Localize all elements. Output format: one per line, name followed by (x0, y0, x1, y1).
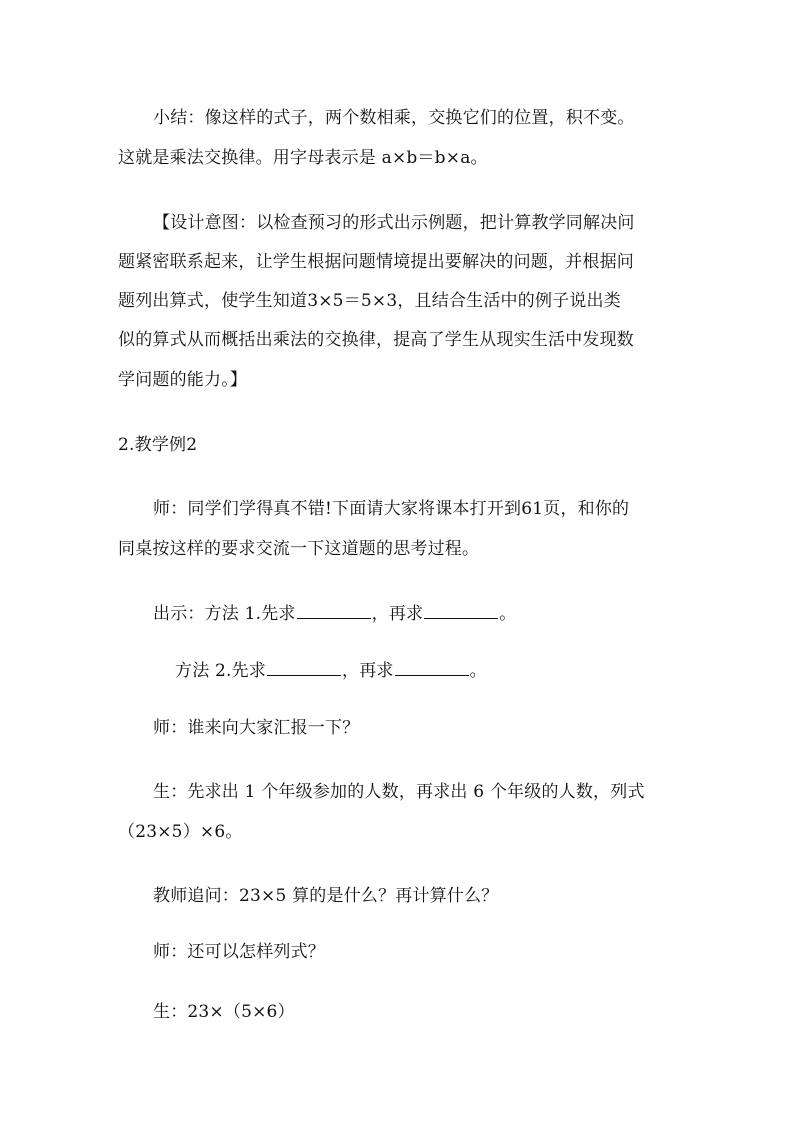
method-2-middle: ，再求 (342, 661, 394, 681)
teacher-line-1: 师：同学们学得真不错!下面请大家将课本打开到61页，和你的 (153, 499, 630, 519)
design-intent-line-1: 【设计意图：以检查预习的形式出示例题，把计算教学同解决问 (153, 213, 635, 233)
method-1-blank-1 (297, 601, 371, 619)
method-1-blank-2 (424, 601, 498, 619)
teacher-question-2: 师：还可以怎样列式？ (153, 942, 325, 962)
method-2-line (175, 658, 487, 683)
teacher-question: 师：谁来向大家汇报一下？ (153, 718, 360, 738)
section-heading: 2.教学例2 (118, 435, 198, 455)
student-answer-2: 生：23×（5×6） (153, 1002, 295, 1022)
summary-line-1: 小结：像这样的式子，两个数相乘，交换它们的位置，积不变。 (153, 108, 635, 128)
method-1-suffix: 。 (499, 604, 517, 624)
summary-line-2: 这就是乘法交换律。用字母表示是 a×b＝b×a。 (118, 148, 488, 168)
design-intent-line-2: 题紧密联系起来，让学生根据问题情境提出要解决的问题，并根据问 (118, 252, 634, 272)
method-2-suffix: 。 (469, 661, 487, 681)
student-answer-line-1: 生：先求出 1 个年级参加的人数，再求出 6 个年级的人数，列式 (153, 782, 645, 802)
method-1-line (153, 601, 516, 626)
method-2-prefix: 方法 2.先求 (175, 661, 267, 681)
design-intent-line-5: 学问题的能力。】 (118, 370, 248, 390)
method-1-prefix: 出示：方法 1.先求 (153, 604, 296, 624)
method-2-blank-2 (395, 658, 469, 676)
teacher-line-2: 同桌按这样的要求交流一下这道题的思考过程。 (118, 539, 480, 559)
method-1-middle: ，再求 (371, 604, 424, 624)
design-intent-line-4: 似的算式从而概括出乘法的交换律，提高了学生从现实生活中发现数 (118, 330, 634, 350)
teacher-follow-up: 教师追问：23×5 算的是什么？再计算什么？ (153, 886, 499, 906)
student-answer-line-2: （23×5）×6。 (118, 822, 243, 842)
design-intent-line-3: 题列出算式，使学生知道3×5＝5×3，且结合生活中的例子说出类 (118, 291, 621, 311)
method-2-blank-1 (267, 658, 341, 676)
